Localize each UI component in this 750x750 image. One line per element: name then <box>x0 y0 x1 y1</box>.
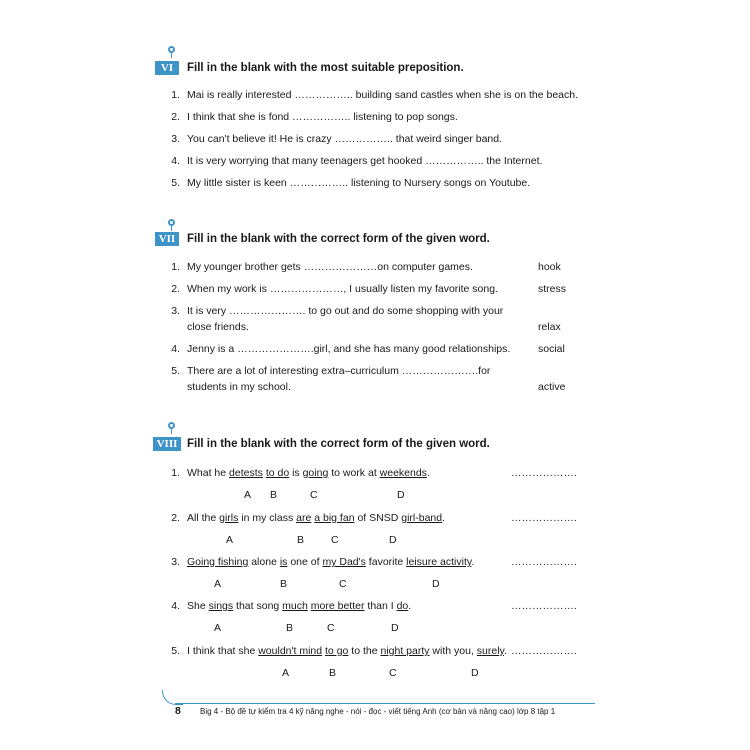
item-number: 3. <box>171 133 180 145</box>
item-number: 4. <box>171 155 180 167</box>
option-a: A <box>214 578 222 590</box>
option-b: B <box>270 489 278 501</box>
answer-blank: ………………. <box>511 645 577 657</box>
item-sentence: Going fishing alone is one of my Dad's favorite leisure activity. <box>187 556 475 568</box>
section-heading: Fill in the blank with the correct form of the given word. <box>187 438 490 450</box>
item-text: You can't believe it! He is crazy …………….. that weird singer band. <box>187 133 503 145</box>
item-number: 5. <box>171 645 180 657</box>
option-c: C <box>389 667 397 679</box>
item-number: 1. <box>171 467 180 479</box>
answer-blank: ………………. <box>511 512 577 524</box>
item-text: Mai is really interested …………….. building sand castles when she is on the beach. <box>187 89 579 101</box>
section-badge: VII <box>155 232 179 246</box>
option-d: D <box>471 667 479 679</box>
item-sentence: I think that she wouldn't mind to go to the night party with you, surely. <box>187 645 507 657</box>
footer-rule <box>175 703 595 704</box>
item-number: 1. <box>171 261 180 273</box>
item-text: It is very worrying that many teenagers get hooked …………….. the Internet. <box>187 155 543 167</box>
item-number: 3. <box>171 556 180 568</box>
option-d: D <box>389 534 397 546</box>
option-d: D <box>391 622 399 634</box>
item-text-continued: students in my school. <box>187 381 291 393</box>
item-number: 2. <box>171 512 180 524</box>
item-sentence: All the girls in my class are a big fan of SNSD girl-band. <box>187 512 446 524</box>
item-number: 1. <box>171 89 180 101</box>
item-text: There are a lot of interesting extra–curriculum ………………….for <box>187 365 491 377</box>
option-c: C <box>331 534 339 546</box>
option-c: C <box>310 489 318 501</box>
item-text: It is very …………………. to go out and do some shopping with your <box>187 305 504 317</box>
option-d: D <box>397 489 405 501</box>
item-text: When my work is …………………, I usually listen my favorite song. <box>187 283 498 295</box>
pin-icon <box>168 219 175 226</box>
option-d: D <box>432 578 440 590</box>
item-text: My little sister is keen …………….. listening to Nursery songs on Youtube. <box>187 177 531 189</box>
item-number: 2. <box>171 283 180 295</box>
option-a: A <box>244 489 252 501</box>
section-badge: VI <box>155 61 179 75</box>
option-a: A <box>226 534 234 546</box>
answer-blank: ………………. <box>511 556 577 568</box>
item-sentence: What he detests to do is going to work at weekends. <box>187 467 430 479</box>
item-number: 4. <box>171 343 180 355</box>
item-text: Jenny is a ………………….girl, and she has many good relationships. <box>187 343 511 355</box>
option-a: A <box>214 622 222 634</box>
option-b: B <box>280 578 288 590</box>
section-badge: VIII <box>153 437 181 451</box>
option-c: C <box>339 578 347 590</box>
footer-title: Big 4 - Bộ đề tự kiểm tra 4 kỹ năng nghe - nói - đọc - viết tiếng Anh (cơ bản và nâng cao) lớp 8 tập 1 <box>200 707 556 716</box>
pin-icon <box>168 422 175 429</box>
item-sentence: She sings that song much more better than I do. <box>187 600 412 612</box>
item-number: 4. <box>171 600 180 612</box>
option-b: B <box>297 534 305 546</box>
given-word: hook <box>538 261 561 273</box>
answer-blank: ………………. <box>511 467 577 479</box>
option-b: B <box>329 667 337 679</box>
given-word: active <box>538 381 566 393</box>
item-number: 5. <box>171 365 180 377</box>
given-word: relax <box>538 321 561 333</box>
answer-blank: ………………. <box>511 600 577 612</box>
item-number: 3. <box>171 305 180 317</box>
section-heading: Fill in the blank with the correct form of the given word. <box>187 233 490 245</box>
given-word: stress <box>538 283 567 295</box>
item-number: 2. <box>171 111 180 123</box>
item-text: My younger brother gets …………………on computer games. <box>187 261 473 273</box>
pin-icon <box>168 46 175 53</box>
option-c: C <box>327 622 335 634</box>
section-heading: Fill in the blank with the most suitable preposition. <box>187 62 464 74</box>
option-a: A <box>282 667 290 679</box>
given-word: social <box>538 343 565 355</box>
item-number: 5. <box>171 177 180 189</box>
item-text-continued: close friends. <box>187 321 249 333</box>
page-number: 8 <box>175 705 181 717</box>
item-text: I think that she is fond …………….. listening to pop songs. <box>187 111 458 123</box>
option-b: B <box>286 622 294 634</box>
